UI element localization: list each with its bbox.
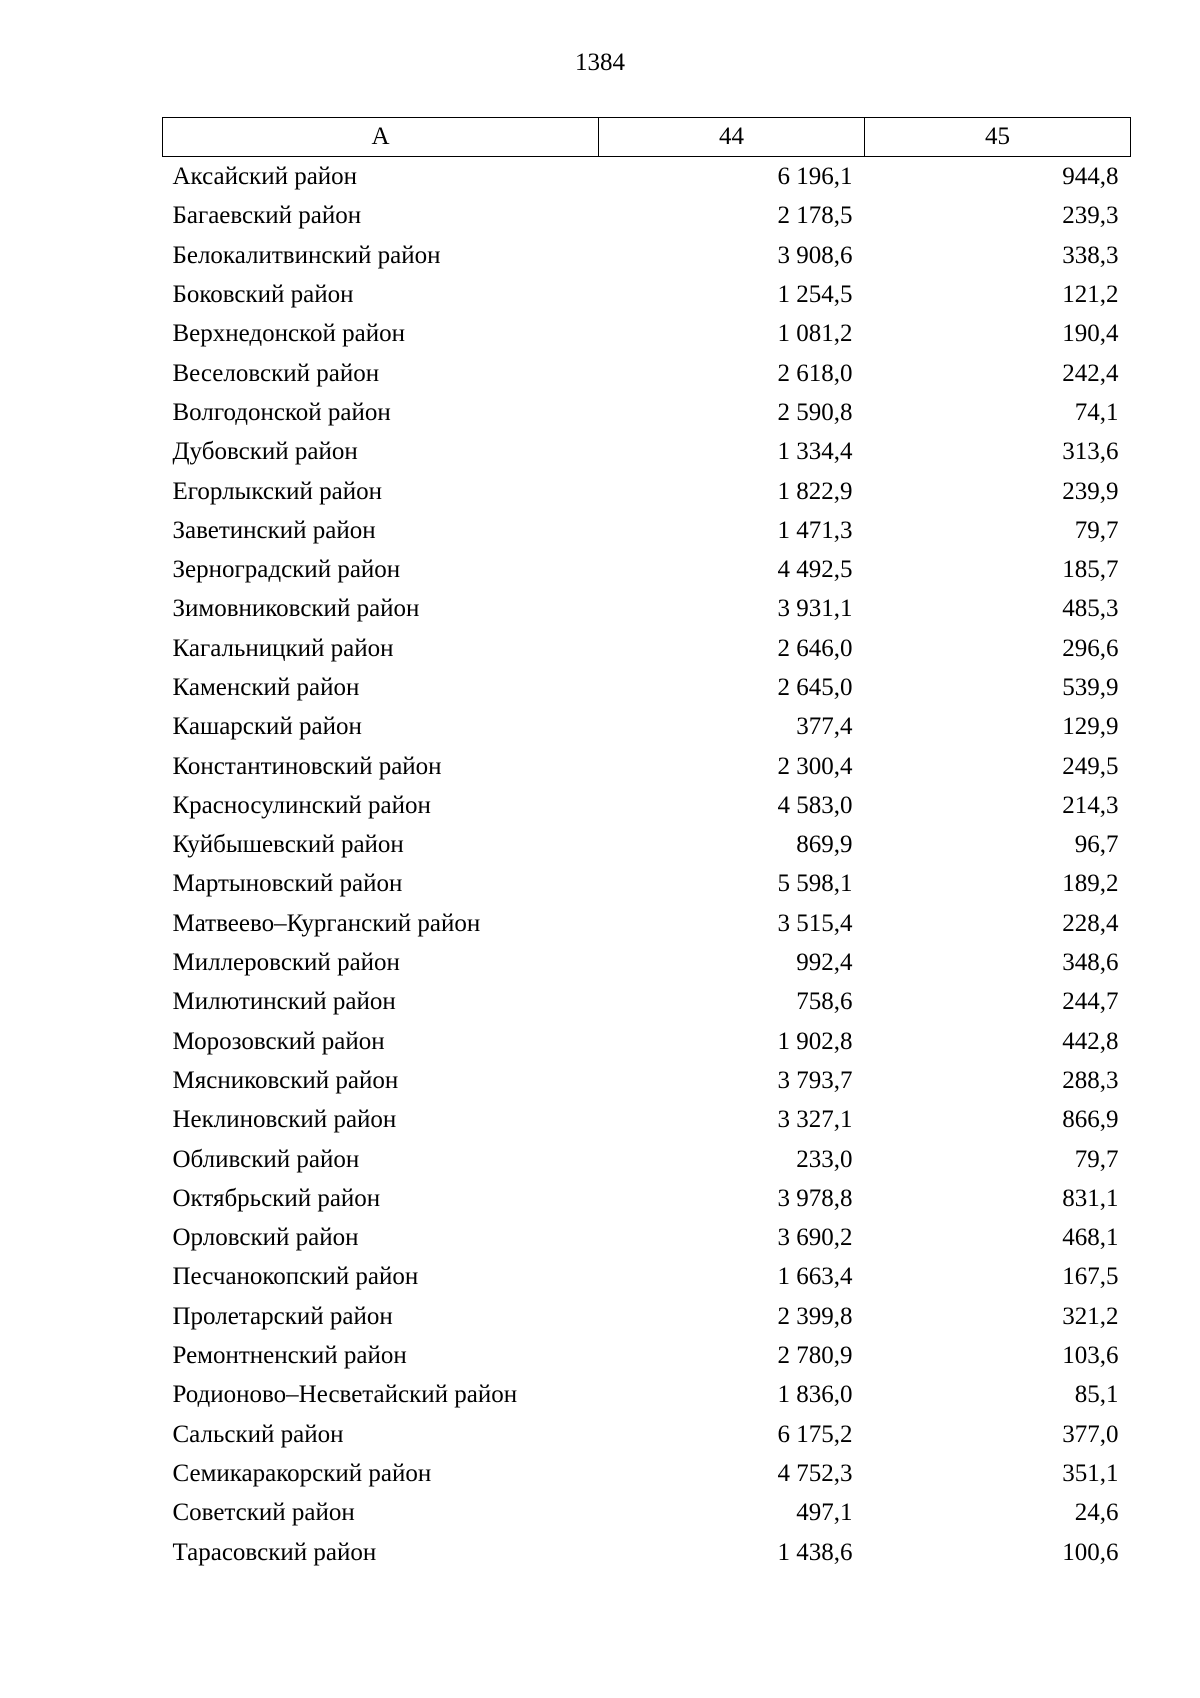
- row-value-45: 228,4: [1062, 909, 1119, 937]
- row-district-name: Багаевский район: [172, 202, 362, 230]
- row-value-44: 3 690,2: [777, 1224, 853, 1252]
- row-value-45: 944,8: [1062, 163, 1119, 191]
- row-value-45: 244,7: [1062, 988, 1119, 1016]
- row-value-44: 3 327,1: [777, 1106, 853, 1134]
- row-value-44: 1 663,4: [777, 1263, 853, 1291]
- row-district-name: Матвеево–Курганский район: [172, 909, 481, 937]
- row-district-name: Сальский район: [172, 1420, 344, 1448]
- row-district-name: Заветинский район: [172, 516, 376, 544]
- row-value-45: 24,6: [1074, 1499, 1119, 1527]
- row-district-name: Морозовский район: [172, 1027, 385, 1055]
- row-value-44: 377,4: [796, 713, 853, 741]
- row-district-name: Советский район: [172, 1499, 355, 1527]
- row-value-44: 4 752,3: [777, 1459, 853, 1487]
- row-district-name: Веселовский район: [172, 359, 380, 387]
- row-district-name: Волгодонской район: [172, 398, 391, 426]
- row-value-44: 497,1: [796, 1499, 853, 1527]
- table-row: [163, 1179, 1131, 1218]
- table-row: [163, 1336, 1131, 1375]
- row-value-45: 239,3: [1062, 202, 1119, 230]
- row-district-name: Дубовский район: [172, 438, 358, 466]
- row-value-44: 1 822,9: [777, 477, 853, 505]
- row-value-44: 4 583,0: [777, 791, 853, 819]
- row-district-name: Каменский район: [172, 674, 360, 701]
- row-value-44: 1 471,3: [777, 516, 853, 544]
- row-value-45: 74,1: [1074, 398, 1119, 426]
- table-row: [163, 275, 1131, 314]
- table-row: [163, 629, 1131, 668]
- row-district-name: Ремонтненский район: [172, 1342, 407, 1370]
- row-value-45: 129,9: [1062, 713, 1119, 741]
- row-district-name: Тарасовский район: [172, 1538, 377, 1566]
- row-value-44: 869,9: [796, 831, 853, 859]
- row-value-44: 3 908,6: [777, 241, 853, 269]
- row-value-44: 3 793,7: [777, 1066, 853, 1094]
- row-value-45: 866,9: [1062, 1106, 1119, 1134]
- table-row: [163, 982, 1131, 1021]
- row-value-45: 79,7: [1074, 1145, 1119, 1173]
- table-row: [163, 589, 1131, 628]
- row-district-name: Пролетарский район: [172, 1302, 393, 1330]
- table-row: [163, 550, 1131, 589]
- table-row: [163, 825, 1131, 864]
- table-row: [163, 353, 1131, 392]
- row-value-44: 3 931,1: [777, 595, 853, 623]
- row-value-45: 313,6: [1062, 438, 1119, 466]
- row-value-44: 1 081,2: [777, 320, 853, 348]
- row-value-44: 6 175,2: [777, 1420, 853, 1448]
- row-value-45: 103,6: [1062, 1342, 1119, 1370]
- row-value-44: 1 438,6: [777, 1538, 853, 1566]
- table-row: [163, 1022, 1131, 1061]
- header-row: [163, 118, 1131, 157]
- table-row: [163, 1218, 1131, 1257]
- table-row: [163, 707, 1131, 746]
- row-district-name: Мартыновский район: [172, 870, 403, 898]
- table-row: [163, 393, 1131, 432]
- row-value-45: 239,9: [1062, 477, 1119, 505]
- row-district-name: Константиновский район: [172, 752, 442, 780]
- row-value-44: 2 178,5: [777, 202, 853, 230]
- row-value-45: 539,9: [1062, 674, 1119, 701]
- row-value-44: 2 780,9: [777, 1342, 853, 1370]
- row-value-45: 348,6: [1062, 949, 1119, 977]
- row-value-44: 2 300,4: [777, 752, 853, 780]
- row-value-45: 321,2: [1062, 1302, 1119, 1330]
- table-row: [163, 1532, 1131, 1571]
- row-district-name: Белокалитвинский район: [172, 241, 441, 269]
- page-number: 1384: [575, 49, 625, 76]
- table-row: [163, 1415, 1131, 1454]
- table-row: [163, 1297, 1131, 1336]
- row-value-45: 242,4: [1062, 359, 1119, 387]
- header-cell-name: А: [163, 118, 599, 157]
- table-row: [163, 432, 1131, 471]
- table-row: [163, 1493, 1131, 1532]
- row-value-44: 5 598,1: [777, 870, 853, 898]
- row-value-44: 2 399,8: [777, 1302, 853, 1330]
- row-district-name: Аксайский район: [172, 163, 358, 191]
- table-row: [163, 236, 1131, 275]
- table-row: [163, 746, 1131, 785]
- row-district-name: Красносулинский район: [172, 791, 431, 819]
- row-value-44: 1 902,8: [777, 1027, 853, 1055]
- row-value-45: 96,7: [1074, 831, 1119, 859]
- table-row: [163, 157, 1131, 197]
- table-row: [163, 511, 1131, 550]
- table-row: [163, 668, 1131, 707]
- row-value-44: 6 196,1: [777, 163, 853, 191]
- row-value-45: 214,3: [1062, 791, 1119, 819]
- row-district-name: Мясниковский район: [172, 1066, 399, 1094]
- row-district-name: Зерноградский район: [172, 556, 401, 584]
- row-value-45: 442,8: [1062, 1027, 1119, 1055]
- row-district-name: Семикаракорский район: [172, 1459, 432, 1487]
- row-value-45: 185,7: [1062, 556, 1119, 584]
- row-district-name: Боковский район: [172, 281, 354, 309]
- row-value-45: 121,2: [1062, 281, 1119, 309]
- row-value-44: 992,4: [796, 949, 853, 977]
- row-value-45: 468,1: [1062, 1224, 1119, 1252]
- row-value-45: 167,5: [1062, 1263, 1119, 1291]
- row-district-name: Обливский район: [172, 1145, 360, 1173]
- table-row: [163, 904, 1131, 943]
- row-district-name: Егорлыкский район: [172, 477, 382, 505]
- table-body: [163, 157, 1131, 1572]
- row-district-name: Куйбышевский район: [172, 831, 404, 859]
- row-district-name: Песчанокопский район: [172, 1263, 419, 1291]
- row-district-name: Верхнедонской район: [172, 320, 405, 348]
- row-value-44: 3 515,4: [777, 909, 853, 937]
- row-district-name: Милютинский район: [172, 988, 396, 1016]
- table-row: [163, 196, 1131, 235]
- row-value-45: 485,3: [1062, 595, 1119, 623]
- row-value-45: 190,4: [1062, 320, 1119, 348]
- table-row: [163, 1139, 1131, 1178]
- row-value-45: 338,3: [1062, 241, 1119, 269]
- header-cell-45: 45: [865, 118, 1131, 157]
- row-district-name: Родионово–Несветайский район: [172, 1381, 518, 1409]
- row-value-44: 2 646,0: [777, 634, 853, 662]
- table-row: [163, 314, 1131, 353]
- row-value-45: 296,6: [1062, 634, 1119, 662]
- row-district-name: Кашарский район: [172, 713, 362, 741]
- row-district-name: Орловский район: [172, 1224, 359, 1252]
- row-value-44: 2 645,0: [777, 674, 853, 701]
- table-row: [163, 1454, 1131, 1493]
- row-value-45: 377,0: [1062, 1420, 1119, 1448]
- row-value-44: 1 334,4: [777, 438, 853, 466]
- table-row: [163, 1061, 1131, 1100]
- row-value-44: 1 254,5: [777, 281, 853, 309]
- row-value-44: 2 590,8: [777, 398, 853, 426]
- row-district-name: Зимовниковский район: [172, 595, 420, 623]
- row-value-45: 288,3: [1062, 1066, 1119, 1094]
- row-value-44: 758,6: [796, 988, 853, 1016]
- row-value-45: 85,1: [1074, 1381, 1119, 1409]
- table-row: [163, 943, 1131, 982]
- table-row: [163, 1375, 1131, 1414]
- row-value-44: 2 618,0: [777, 359, 853, 387]
- row-district-name: Миллеровский район: [172, 949, 400, 977]
- row-value-44: 3 978,8: [777, 1184, 853, 1212]
- table-row: [163, 786, 1131, 825]
- table-row: [163, 864, 1131, 903]
- row-value-45: 351,1: [1062, 1459, 1119, 1487]
- row-district-name: Кагальницкий район: [172, 634, 394, 662]
- row-district-name: Неклиновский район: [172, 1106, 397, 1134]
- table-row: [163, 1257, 1131, 1296]
- row-value-45: 100,6: [1062, 1538, 1119, 1566]
- table-row: [163, 471, 1131, 510]
- data-table: [162, 117, 1131, 1572]
- row-value-44: 4 492,5: [777, 556, 853, 584]
- row-district-name: Октябрьский район: [172, 1184, 381, 1212]
- row-value-44: 1 836,0: [777, 1381, 853, 1409]
- header-cell-44: 44: [599, 118, 865, 157]
- row-value-45: 831,1: [1062, 1184, 1119, 1212]
- row-value-45: 189,2: [1062, 870, 1119, 898]
- table-row: [163, 1100, 1131, 1139]
- row-value-45: 249,5: [1062, 752, 1119, 780]
- row-value-45: 79,7: [1074, 516, 1119, 544]
- row-value-44: 233,0: [796, 1145, 853, 1173]
